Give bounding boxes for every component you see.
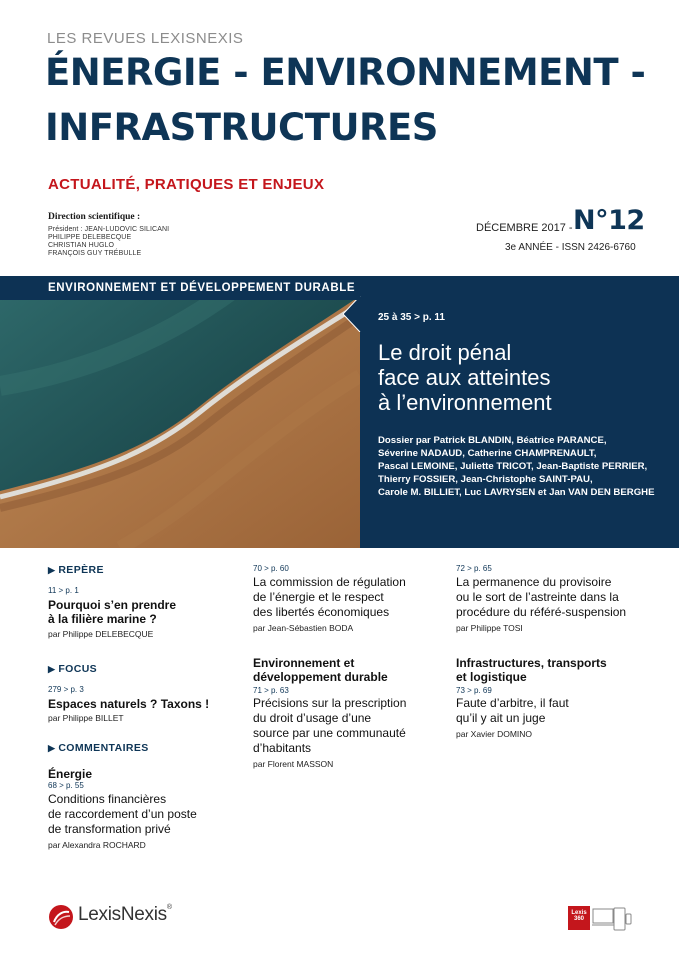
collection-label: LES REVUES LEXISNEXIS bbox=[47, 30, 244, 47]
issue-year-issn: 3e ANNÉE - ISSN 2426-6760 bbox=[505, 242, 636, 253]
feature-section-label: ENVIRONNEMENT ET DÉVELOPPEMENT DURABLE bbox=[0, 276, 360, 300]
section-repere bbox=[48, 564, 104, 576]
authors-line: Carole M. BILLIET, Luc LAVRYSEN et Jan VAN DEN BERGHE bbox=[378, 487, 655, 498]
feature-title-line: à l’environnement bbox=[378, 390, 552, 415]
title-line: à la filière marine ? bbox=[48, 612, 157, 626]
publisher-logo-text: LexisNexis® bbox=[78, 904, 172, 925]
article-title-cre[interactable] bbox=[253, 575, 406, 620]
triangle-right-icon: ▶ bbox=[48, 664, 56, 674]
triangle-right-icon: ▶ bbox=[48, 565, 56, 575]
title-line: source par une communauté bbox=[253, 726, 406, 740]
heading-line: Environnement et bbox=[253, 656, 355, 670]
lexis360-badge bbox=[568, 906, 590, 930]
feature-title[interactable] bbox=[378, 340, 658, 415]
subsection-heading bbox=[456, 656, 607, 684]
authors-line: Pascal LEMOINE, Juliette TRICOT, Jean-Baptiste PERRIER, bbox=[378, 461, 648, 472]
article-ref: 73 > p. 69 bbox=[456, 686, 492, 695]
subsection-heading bbox=[253, 656, 388, 684]
devices-icon bbox=[592, 906, 632, 932]
section-label: COMMENTAIRES bbox=[58, 742, 149, 754]
title-line: Précisions sur la prescription bbox=[253, 696, 407, 710]
journal-title-line2: INFRASTRUCTURES bbox=[45, 106, 438, 149]
article-author: par Philippe TOSI bbox=[456, 623, 523, 633]
article-ref: 71 > p. 63 bbox=[253, 686, 289, 695]
article-title-energie[interactable] bbox=[48, 792, 197, 837]
article-ref: 72 > p. 65 bbox=[456, 564, 492, 573]
section-commentaires bbox=[48, 742, 149, 754]
direction-heading: Direction scientifique : bbox=[48, 212, 141, 222]
authors-line: Thierry FOSSIER, Jean-Christophe SAINT-PAU, bbox=[378, 474, 593, 485]
direction-line: CHRISTIAN HUGLO bbox=[48, 242, 115, 249]
title-line: Pourquoi s’en prendre bbox=[48, 598, 177, 612]
badge-line: Lexis bbox=[571, 910, 587, 916]
title-line: de raccordement d’un poste bbox=[48, 807, 197, 821]
article-ref: 279 > p. 3 bbox=[48, 685, 84, 694]
article-title-repere[interactable] bbox=[48, 598, 176, 626]
lexisnexis-logo-icon bbox=[48, 904, 74, 930]
feature-title-line: Le droit pénal bbox=[378, 340, 512, 365]
article-author: par Philippe DELEBECQUE bbox=[48, 629, 154, 639]
article-author: par Philippe BILLET bbox=[48, 713, 124, 723]
article-title-focus[interactable]: Espaces naturels ? Taxons ! bbox=[48, 697, 210, 711]
publisher-name: LexisNexis bbox=[78, 904, 167, 925]
section-label: FOCUS bbox=[58, 663, 98, 675]
direction-line: FRANÇOIS GUY TRÉBULLE bbox=[48, 250, 142, 257]
direction-line: PHILIPPE DELEBECQUE bbox=[48, 234, 132, 241]
title-line: Conditions financières bbox=[48, 792, 167, 806]
band-notch-icon bbox=[343, 296, 363, 332]
title-line: de l’énergie et le respect bbox=[253, 590, 384, 604]
heading-line: développement durable bbox=[253, 670, 388, 684]
authors-line: Séverine NADAUD, Catherine CHAMPRENAULT, bbox=[378, 448, 597, 459]
section-label: REPÈRE bbox=[58, 564, 104, 576]
journal-subtitle: ACTUALITÉ, PRATIQUES ET ENJEUX bbox=[48, 176, 325, 193]
issue-number: N°12 bbox=[573, 205, 645, 236]
title-line: des libertés économiques bbox=[253, 605, 390, 619]
article-title-prescription[interactable] bbox=[253, 696, 406, 756]
title-line: La permanence du provisoire bbox=[456, 575, 612, 589]
heading-line: et logistique bbox=[456, 670, 527, 684]
title-line: procédure du référé-suspension bbox=[456, 605, 627, 619]
authors-line: Dossier par Patrick BLANDIN, Béatrice PARANCE, bbox=[378, 435, 607, 446]
article-author: par Jean-Sébastien BODA bbox=[253, 623, 354, 633]
subsection-heading: Énergie bbox=[48, 767, 93, 781]
feature-ref: 25 à 35 > p. 11 bbox=[378, 312, 445, 323]
title-line: d’habitants bbox=[253, 741, 312, 755]
article-ref: 68 > p. 55 bbox=[48, 781, 84, 790]
feature-authors bbox=[378, 434, 668, 499]
section-focus bbox=[48, 663, 97, 675]
aerial-coast-photo bbox=[0, 276, 360, 548]
article-ref: 70 > p. 60 bbox=[253, 564, 289, 573]
title-line: de transformation privé bbox=[48, 822, 171, 836]
article-author: par Alexandra ROCHARD bbox=[48, 840, 146, 850]
article-ref: 11 > p. 1 bbox=[48, 586, 79, 595]
issue-date: DÉCEMBRE 2017 - bbox=[476, 222, 573, 234]
journal-title-line1: ÉNERGIE - ENVIRONNEMENT - bbox=[45, 51, 646, 94]
article-author: par Xavier DOMINO bbox=[456, 729, 533, 739]
article-author: par Florent MASSON bbox=[253, 759, 334, 769]
title-line: La commission de régulation bbox=[253, 575, 406, 589]
article-title-arbitre[interactable] bbox=[456, 696, 569, 726]
heading-line: Infrastructures, transports bbox=[456, 656, 607, 670]
title-line: ou le sort de l’astreinte dans la bbox=[456, 590, 619, 604]
triangle-right-icon: ▶ bbox=[48, 743, 56, 753]
title-line: Faute d’arbitre, il faut bbox=[456, 696, 569, 710]
article-title-astreinte[interactable] bbox=[456, 575, 626, 620]
direction-line: Président : JEAN-LUDOVIC SILICANI bbox=[48, 226, 170, 233]
badge-line: 360 bbox=[573, 916, 584, 922]
title-line: du droit d’usage d’une bbox=[253, 711, 372, 725]
title-line: qu’il y ait un juge bbox=[456, 711, 546, 725]
feature-title-line: face aux atteintes bbox=[378, 365, 551, 390]
